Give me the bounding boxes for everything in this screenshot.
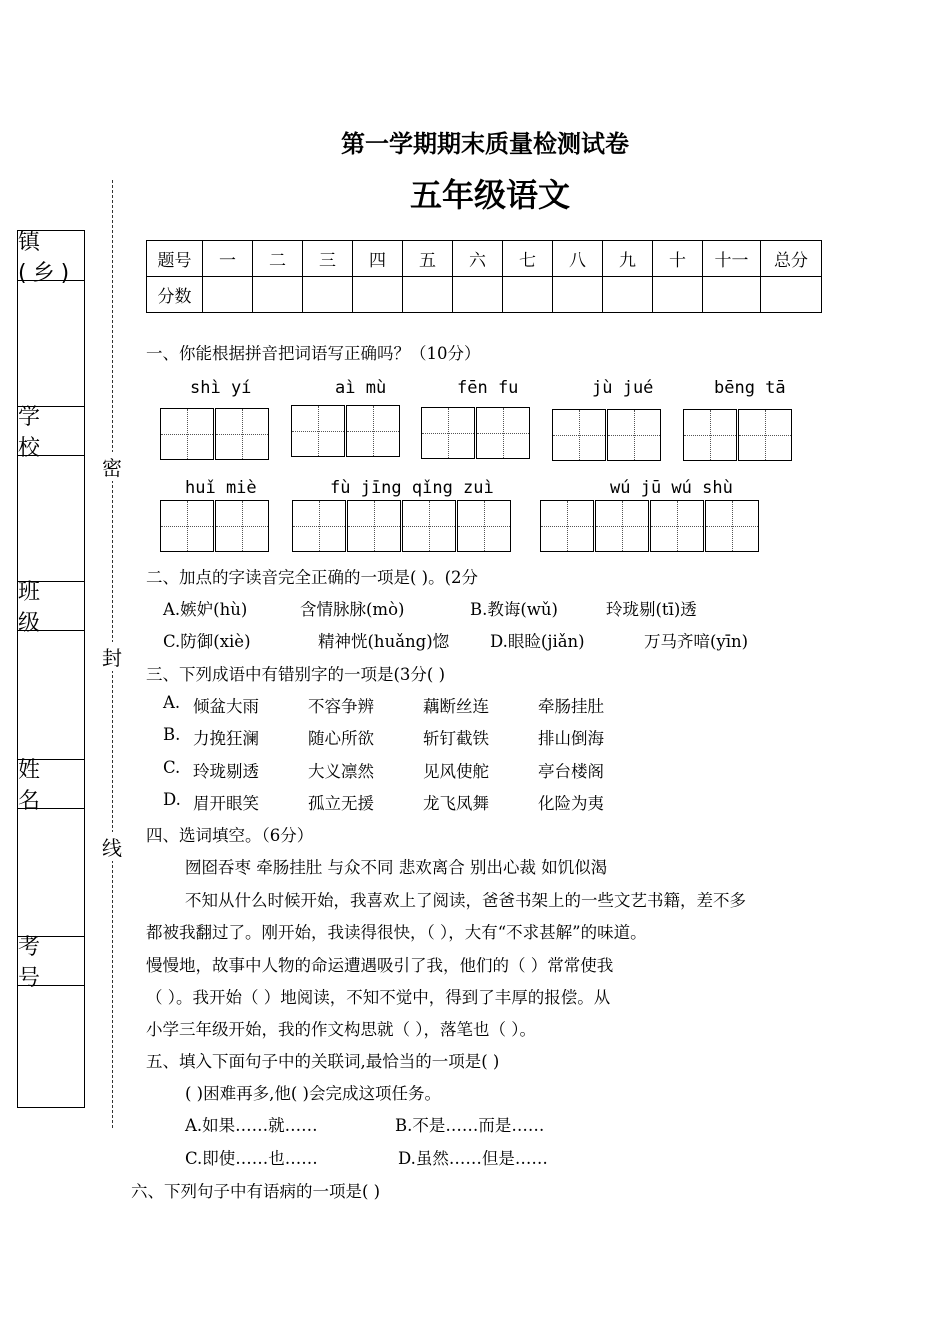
info-label-class: 班 级	[18, 581, 84, 631]
q3-idiom: 藕断丝连	[423, 697, 489, 716]
q2-title: 二、加点的字读音完全正确的一项是( )。(2分	[146, 568, 479, 587]
score-header-cell: 九	[603, 241, 653, 277]
score-header-cell: 题号	[147, 241, 203, 277]
score-row-label: 分数	[147, 277, 203, 313]
q3-option-letter: B.	[163, 725, 181, 744]
q5-option: A.如果……就……	[185, 1116, 318, 1135]
writing-cell[interactable]	[347, 500, 401, 552]
writing-cell[interactable]	[402, 500, 456, 552]
writing-grid[interactable]	[421, 407, 531, 459]
writing-grid[interactable]	[291, 405, 401, 457]
score-header-cell: 三	[303, 241, 353, 277]
q2-option: 精神恍(huǎng)惚	[318, 632, 450, 651]
q5-option: C.即使……也……	[185, 1149, 318, 1168]
q3-idiom: 龙飞凤舞	[423, 794, 489, 813]
writing-cell[interactable]	[705, 500, 759, 552]
writing-cell[interactable]	[346, 405, 400, 457]
writing-cell[interactable]	[215, 500, 269, 552]
writing-grid[interactable]	[552, 409, 662, 461]
writing-cell[interactable]	[552, 409, 606, 461]
q4-word-bank: 囫囵吞枣 牵肠挂肚 与众不同 悲欢离合 别出心裁 如饥似渴	[185, 858, 608, 877]
q4-title: 四、选词填空。（6分）	[146, 826, 314, 845]
student-info-box	[17, 230, 85, 1108]
q3-option-letter: C.	[163, 758, 181, 777]
writing-cell[interactable]	[607, 409, 661, 461]
pinyin-label: jù jué	[592, 378, 654, 398]
score-header-cell: 一	[203, 241, 253, 277]
score-header-cell: 七	[503, 241, 553, 277]
exam-title: 第一学期期末质量检测试卷	[341, 129, 629, 158]
q3-idiom: 化险为夷	[538, 794, 604, 813]
q3-idiom: 孤立无援	[308, 794, 374, 813]
q2-option: 含情脉脉(mò)	[300, 600, 405, 619]
q1-title: 一、你能根据拼音把词语写正确吗？（10分）	[146, 344, 481, 363]
pinyin-label: shì yí	[190, 378, 252, 398]
info-label-town: 镇(乡)	[18, 231, 84, 281]
score-table	[146, 240, 822, 313]
score-input-cell[interactable]	[603, 277, 653, 313]
q5-sentence: ( )困难再多,他( )会完成这项任务。	[185, 1084, 441, 1103]
q2-option: A.嫉妒(hù)	[163, 600, 248, 619]
score-input-cell[interactable]	[553, 277, 603, 313]
seal-char-feng: 封	[100, 642, 124, 671]
q2-option: D.眼睑(jiǎn)	[490, 632, 585, 651]
score-input-cell[interactable]	[303, 277, 353, 313]
info-label-name: 姓 名	[18, 759, 84, 809]
pinyin-label: fù jīng qǐng zuì	[330, 478, 494, 498]
q3-idiom: 倾盆大雨	[193, 697, 259, 716]
q3-idiom: 见风使舵	[423, 762, 489, 781]
writing-grid[interactable]	[683, 409, 793, 461]
q4-passage-line: 慢慢地，故事中人物的命运遭遇吸引了我，他们的（ ）常常使我	[146, 956, 614, 975]
pinyin-label: aì mù	[335, 378, 387, 398]
writing-cell[interactable]	[292, 500, 346, 552]
writing-cell[interactable]	[160, 408, 214, 460]
q5-title: 五、填入下面句子中的关联词,最恰当的一项是( )	[146, 1052, 500, 1071]
pinyin-label: huǐ miè	[185, 478, 257, 498]
score-input-cell[interactable]	[453, 277, 503, 313]
score-header-cell: 六	[453, 241, 503, 277]
pinyin-label: bēng tā	[714, 378, 786, 398]
score-input-cell[interactable]	[253, 277, 303, 313]
q3-option-letter: D.	[163, 790, 181, 809]
score-header-cell: 总分	[761, 241, 822, 277]
exam-subtitle: 五年级语文	[409, 176, 570, 214]
q3-idiom: 玲珑剔透	[193, 762, 259, 781]
q2-option: C.防御(xiè)	[163, 632, 251, 651]
seal-char-xian: 线	[100, 832, 124, 861]
q5-option: B.不是……而是……	[395, 1116, 545, 1135]
writing-cell[interactable]	[457, 500, 511, 552]
score-input-cell[interactable]	[703, 277, 761, 313]
q2-option: B.教诲(wǔ)	[470, 600, 558, 619]
q3-idiom: 力挽狂澜	[193, 729, 259, 748]
writing-cell[interactable]	[476, 407, 530, 459]
writing-cell[interactable]	[291, 405, 345, 457]
info-label-number: 考 号	[18, 936, 84, 986]
pinyin-label: fēn fu	[457, 378, 519, 398]
q3-idiom: 不容争辨	[308, 697, 374, 716]
q3-idiom: 随心所欲	[308, 729, 374, 748]
score-input-cell[interactable]	[353, 277, 403, 313]
score-header-cell: 五	[403, 241, 453, 277]
q4-passage-line: 都被我翻过了。刚开始，我读得很快，（ ），大有“不求甚解”的味道。	[146, 923, 647, 942]
q3-idiom: 牵肠挂肚	[538, 697, 604, 716]
q4-passage-line: 不知从什么时候开始，我喜欢上了阅读，爸爸书架上的一些文艺书籍，差不多	[185, 891, 746, 910]
writing-cell[interactable]	[540, 500, 594, 552]
q2-option: 玲珑剔(tī)透	[606, 600, 697, 619]
q3-idiom: 排山倒海	[538, 729, 604, 748]
score-header-cell: 二	[253, 241, 303, 277]
info-label-school: 学 校	[18, 406, 84, 456]
q3-idiom: 眉开眼笑	[193, 794, 259, 813]
score-header-cell: 四	[353, 241, 403, 277]
q5-option: D.虽然……但是……	[398, 1149, 548, 1168]
score-value-row	[147, 277, 822, 313]
q3-idiom: 亭台楼阁	[538, 762, 604, 781]
writing-grid[interactable]	[160, 500, 270, 552]
score-header-cell: 十一	[703, 241, 761, 277]
writing-grid[interactable]	[160, 408, 270, 460]
q6-title: 六、下列句子中有语病的一项是( )	[131, 1182, 381, 1201]
score-input-cell[interactable]	[403, 277, 453, 313]
writing-cell[interactable]	[683, 409, 737, 461]
score-input-cell[interactable]	[503, 277, 553, 313]
writing-cell[interactable]	[650, 500, 704, 552]
seal-char-mi: 密	[100, 452, 124, 481]
writing-cell[interactable]	[215, 408, 269, 460]
score-input-cell[interactable]	[761, 277, 822, 313]
writing-cell[interactable]	[738, 409, 792, 461]
q3-idiom: 大义凛然	[308, 762, 374, 781]
q3-option-letter: A.	[163, 693, 181, 712]
score-header-cell: 八	[553, 241, 603, 277]
pinyin-label: wú jū wú shù	[610, 478, 733, 498]
writing-cell[interactable]	[421, 407, 475, 459]
q4-passage-line: 小学三年级开始，我的作文构思就（ ），落笔也（ ）。	[146, 1020, 536, 1039]
q3-idiom: 斩钉截铁	[423, 729, 489, 748]
writing-grid[interactable]	[292, 500, 512, 552]
q4-passage-line: （ ）。我开始（ ）地阅读，不知不觉中，得到了丰厚的报偿。从	[146, 988, 611, 1007]
q2-option: 万马齐喑(yīn)	[644, 632, 749, 651]
q3-title: 三、下列成语中有错别字的一项是(3分( )	[146, 665, 446, 684]
writing-cell[interactable]	[160, 500, 214, 552]
score-header-row	[147, 241, 822, 277]
score-input-cell[interactable]	[653, 277, 703, 313]
writing-grid[interactable]	[540, 500, 760, 552]
writing-cell[interactable]	[595, 500, 649, 552]
score-input-cell[interactable]	[203, 277, 253, 313]
score-header-cell: 十	[653, 241, 703, 277]
